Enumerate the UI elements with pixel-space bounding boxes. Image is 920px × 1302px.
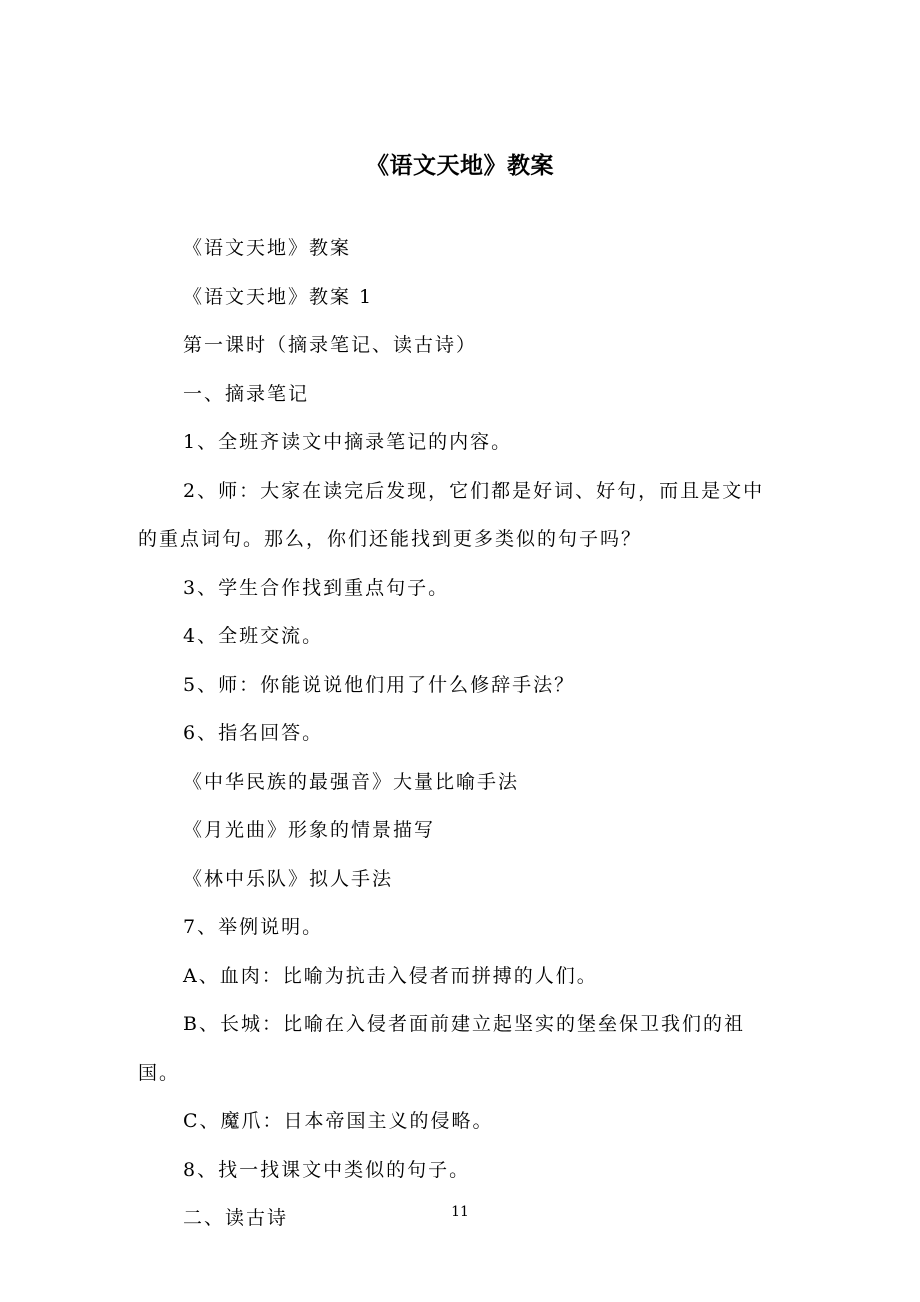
paragraph: 6、指名回答。: [183, 722, 324, 744]
paragraph: 3、学生合作找到重点句子。: [183, 576, 450, 599]
page-number: 11: [451, 1204, 469, 1220]
paragraph: 第一课时（摘录笔记、读古诗）: [183, 334, 478, 356]
paragraph: 7、举例说明。: [183, 916, 324, 938]
paragraph: 4、全班交流。: [183, 625, 324, 647]
paragraph: 1、全班齐读文中摘录笔记的内容。: [183, 431, 513, 453]
page-title: 《语文天地》教案: [366, 153, 554, 179]
document-body: [138, 224, 784, 1243]
paragraph: C、魔爪：日本帝国主义的侵略。: [183, 1110, 494, 1132]
paragraph: 《语文天地》教案: [183, 237, 352, 259]
paragraph: 《语文天地》教案 1: [183, 285, 374, 308]
paragraph: 2、师：大家在读完后发现，它们都是好词、好句，而且是文中的重点词句。那么，你们还能找到更多类似的句子吗？: [138, 479, 765, 550]
paragraph: A、血肉：比喻为抗击入侵者而拼搏的人们。: [183, 964, 598, 987]
paragraph: 《中华民族的最强音》大量比喻手法: [183, 770, 520, 793]
paragraph: 8、找一找课文中类似的句子。: [183, 1158, 471, 1181]
paragraph: 二、读古诗: [183, 1207, 289, 1229]
paragraph: 《月光曲》形象的情景描写: [183, 819, 436, 841]
paragraph: 《林中乐队》拟人手法: [183, 867, 394, 890]
paragraph: B、长城：比喻在入侵者面前建立起坚实的堡垒保卫我们的祖国。: [138, 1013, 745, 1084]
paragraph: 5、师：你能说说他们用了什么修辞手法？: [183, 673, 576, 696]
paragraph: 一、摘录笔记: [183, 382, 310, 405]
